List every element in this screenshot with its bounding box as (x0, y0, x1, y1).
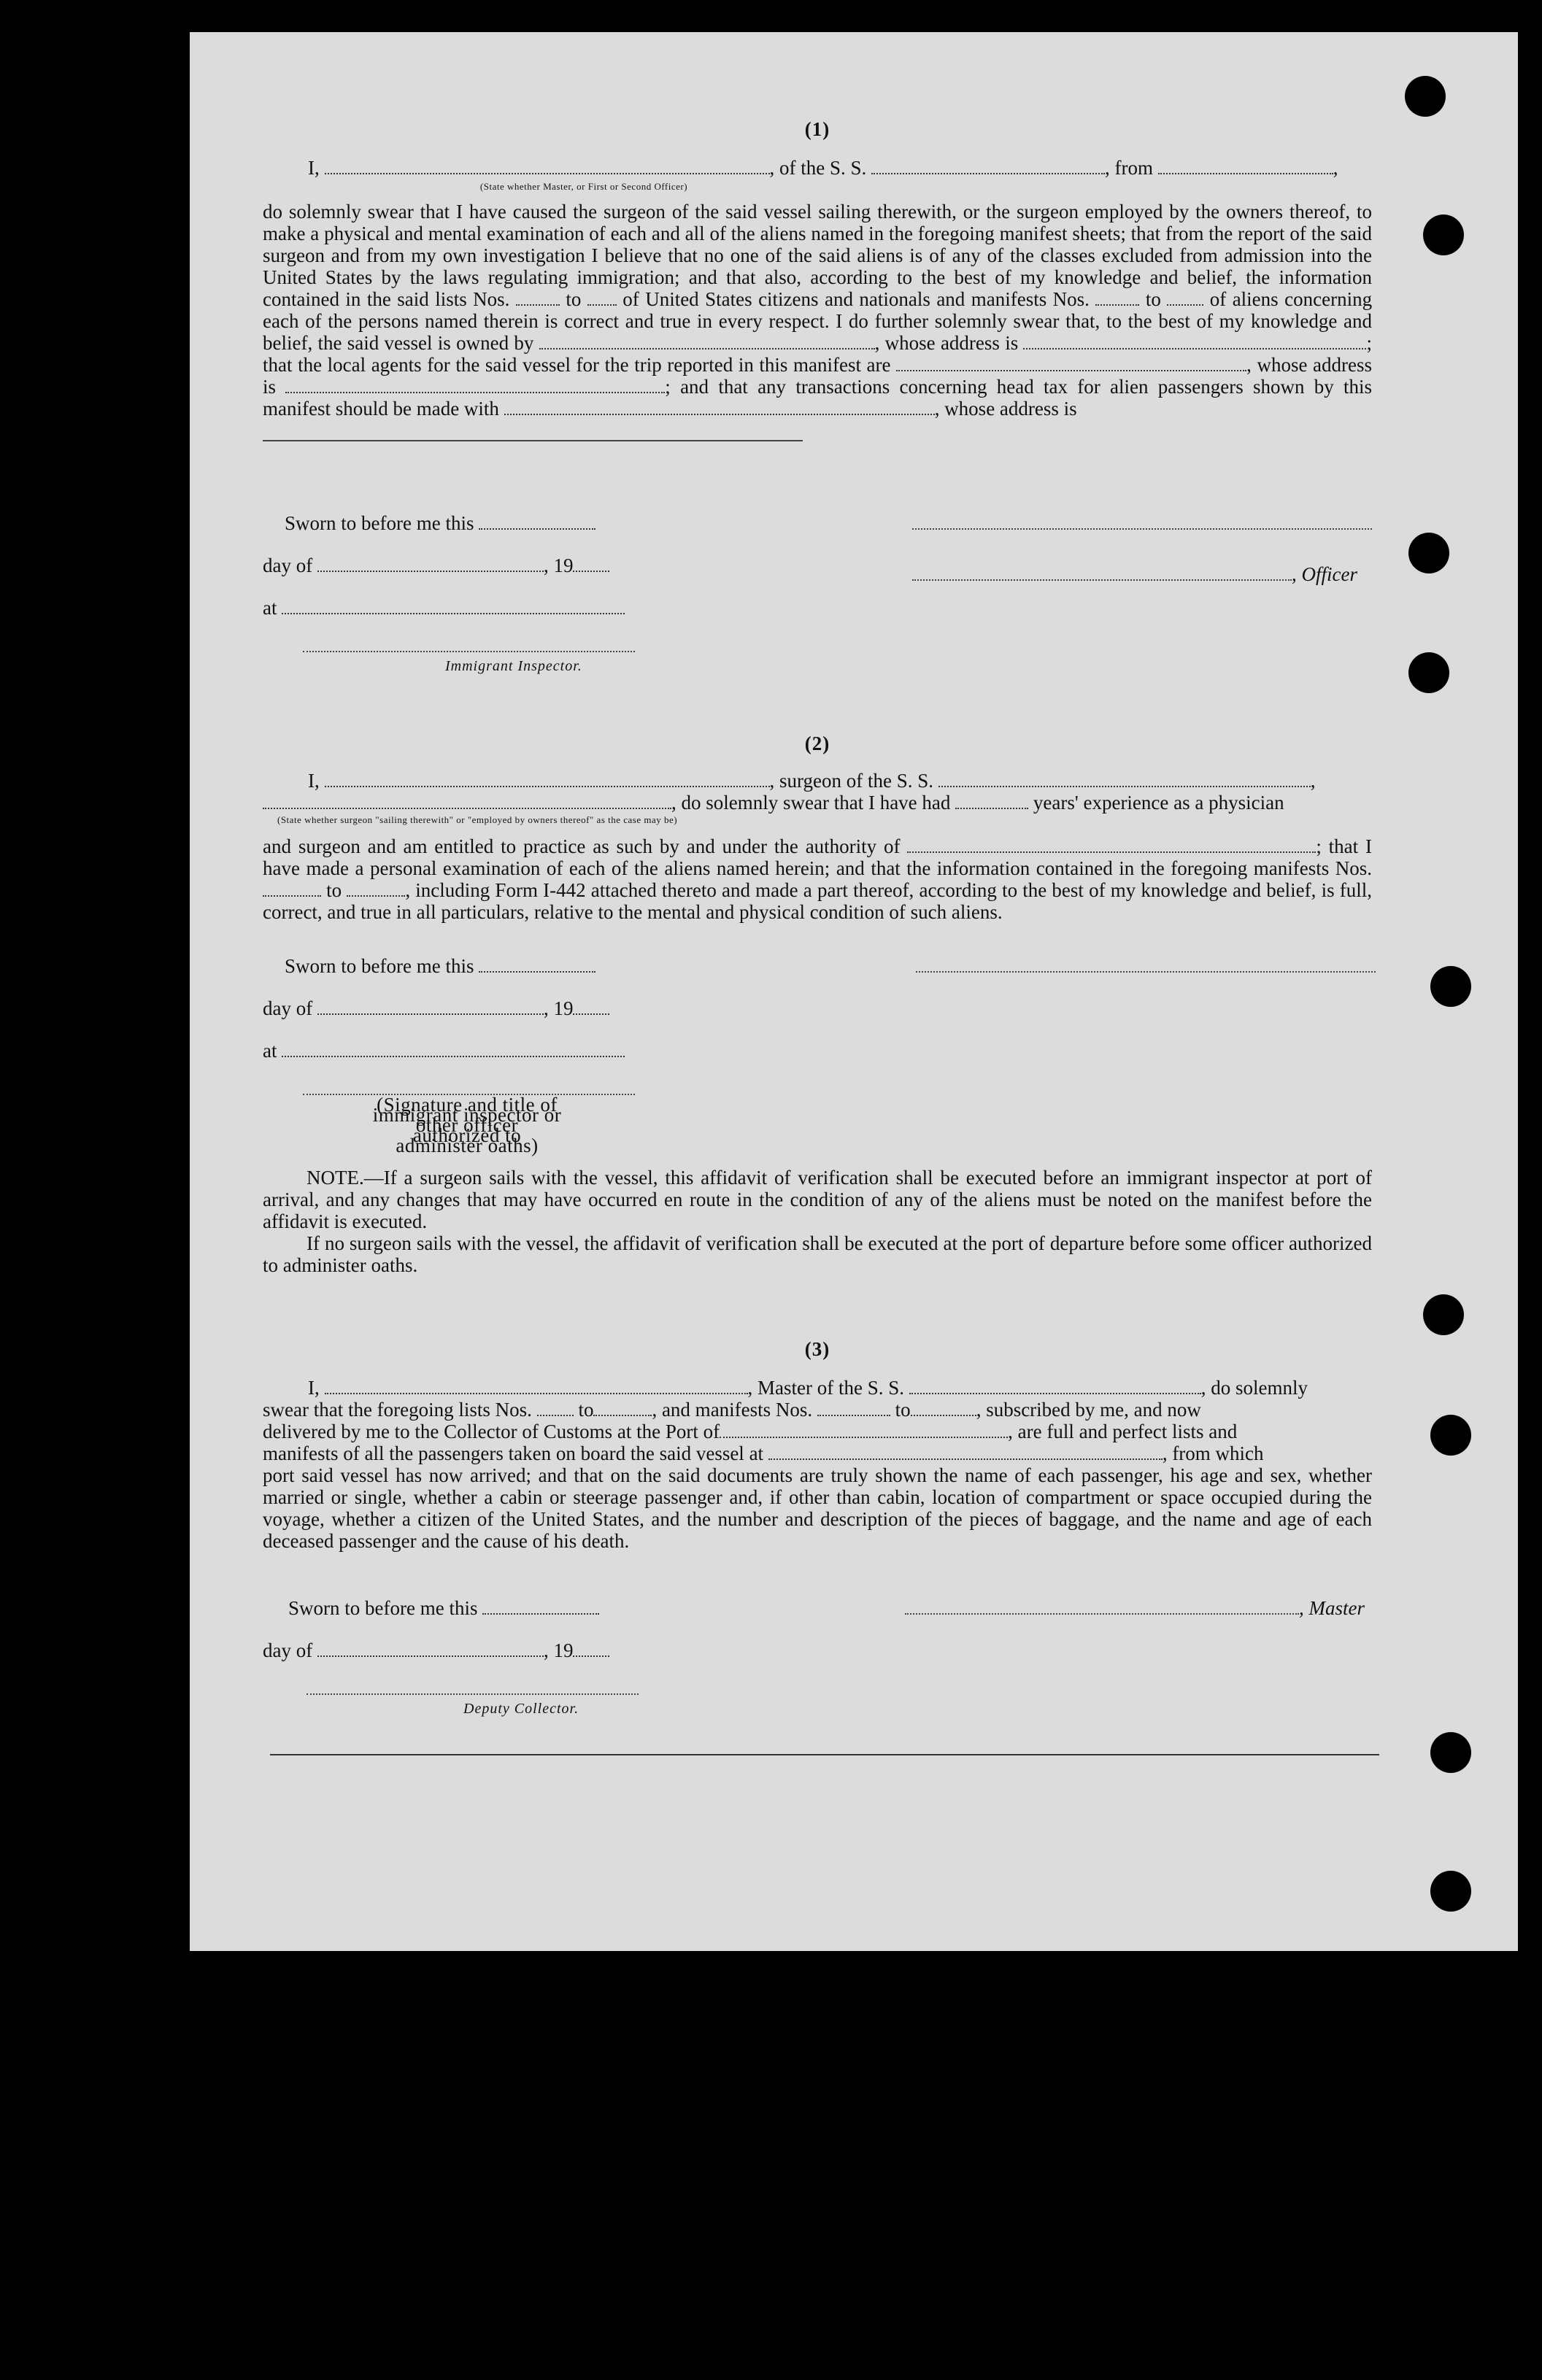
local-agents-field[interactable] (896, 355, 1246, 371)
month-field[interactable] (317, 556, 544, 572)
solemnly-label: , do solemnly (1200, 1377, 1308, 1399)
lists-from-field[interactable] (537, 1400, 574, 1416)
surgeon-signature-field[interactable] (916, 957, 1376, 973)
oath-text-6: ; and that any transactions concerning head tax for alien passengers shown by this manifest should be made with (263, 376, 1373, 420)
binder-hole (1430, 1415, 1471, 1456)
to-label: to (895, 1399, 911, 1421)
bottom-rule (270, 1754, 1379, 1755)
section-2-signatures (263, 955, 1372, 1156)
at-label: at (263, 1040, 277, 1062)
manifest-from-field[interactable] (263, 881, 321, 897)
section-1-signatures (263, 512, 1372, 731)
oath-text-1: do solemnly swear that I have caused the surgeon of the said vessel sailing therewith, or the surgeon employed by the owners thereof, to make a physical and mental examination of each and all of the aliens named in the foregoing manifest sheets; that from the report of the said surgeon and from my own investigation I believe that no one of the said aliens is of any of the classes excluded from admission into the United States by the laws regulating immigration; and that also, according to the best of my knowledge and belief, the information contained in the said lists Nos. (263, 201, 1372, 310)
pronoun-i: I, (308, 1377, 320, 1399)
owner-field[interactable] (539, 333, 875, 349)
note-text-2: If no surgeon sails with the vessel, the affidavit of verification shall be executed at the port of departure before some officer authorized to administer oaths. (263, 1232, 1372, 1276)
sworn-label: Sworn to before me this (285, 512, 474, 534)
sworn-label: Sworn to before me this (288, 1597, 478, 1619)
affidavit-section-2 (263, 733, 1373, 1276)
from-which-label: , from which (1162, 1442, 1264, 1464)
to-label: to (326, 879, 342, 901)
manifests-label: , and manifests Nos. (652, 1399, 813, 1421)
pronoun-i: I, (308, 157, 320, 179)
head-tax-address-field[interactable] (263, 425, 803, 441)
full-lists-label: , are full and perfect lists and (1008, 1421, 1238, 1442)
section-3-number: (3) (804, 1338, 830, 1360)
year-prefix-label: , 19 (543, 1639, 574, 1661)
binder-hole (1423, 215, 1464, 255)
officer-rank-caption: (State whether Master, or First or Second Officer) (479, 181, 688, 192)
port-of-embarkation-field[interactable] (768, 1444, 1163, 1460)
citizen-list-from-field[interactable] (516, 290, 560, 306)
section-1-number: (1) (804, 118, 830, 140)
manifests-to-field[interactable] (911, 1400, 976, 1416)
day-of-label: day of (263, 555, 313, 576)
owner-address-field[interactable] (1023, 333, 1366, 349)
year-prefix-label: , 19 (543, 997, 574, 1019)
oath-text-3: of aliens concerning each of the persons named therein is correct and true in every respect. I do further solemnly swear that, to the best of my knowledge and belief, the said vessel is owned by (263, 288, 1373, 354)
surgeon-status-field[interactable] (263, 793, 671, 809)
section-2-number: (2) (804, 733, 830, 754)
section-3-signatures (263, 1597, 1372, 1728)
affidavit-section-3 (263, 1338, 1372, 1717)
inspector-label: Immigrant Inspector. (445, 658, 582, 674)
subscribed-label: , subscribed by me, and now (976, 1399, 1201, 1421)
departure-port-field[interactable] (1158, 158, 1333, 174)
officer-label: , Officer (1292, 563, 1357, 585)
signature-caption: (Signature and title of immigrant inspector or other officer authorized to administer oaths) (372, 1094, 562, 1156)
collector-label: Deputy Collector. (463, 1701, 579, 1717)
master-signature-field[interactable] (905, 1599, 1299, 1615)
officer-signature-field[interactable] (912, 565, 1292, 581)
sworn-date-field[interactable] (479, 514, 595, 530)
authority-signature-field[interactable] (303, 1079, 635, 1095)
manifest-page (190, 32, 1518, 1951)
binder-hole (1430, 1871, 1471, 1912)
binder-hole (1430, 966, 1471, 1007)
note-text-1: —If a surgeon sails with the vessel, this affidavit of verification shall be executed before an immigrant inspector at port of arrival, and any changes that may have occurred en route in the condition of any of the aliens must be noted on the manifest before the affidavit is executed. (263, 1167, 1372, 1232)
head-tax-contact-field[interactable] (504, 399, 935, 415)
day-of-label: day of (263, 997, 313, 1019)
to-label: to (578, 1399, 594, 1421)
authority-field[interactable] (907, 837, 1316, 853)
place-field[interactable] (282, 598, 625, 614)
year-field[interactable] (573, 999, 609, 1015)
binder-hole (1408, 652, 1449, 693)
binder-hole (1430, 1732, 1471, 1773)
month-field[interactable] (317, 999, 544, 1015)
oath-text-5: whose address is (263, 354, 1373, 398)
to-label: to (566, 288, 582, 310)
at-label: at (263, 597, 277, 619)
vessel-name-field[interactable] (909, 1378, 1201, 1394)
surgeon-status-caption: (State whether surgeon "sailing therewith" or "employed by owners thereof" as the case may be) (277, 814, 678, 825)
year-field[interactable] (573, 556, 609, 572)
section-1-body: I, , of the S. S. , from , (State whether Master, or First or Second Officer) do solemnly swear that I have caused the surgeon of the said vessel sailing therewith, or the surgeon employed by the owners thereof, to make a physical and mental examination of each and all of the aliens named in the foregoing manifest sheets; that from the report of the said surgeon and from my own investigation I believe that no one of the said aliens is of any of the classes excluded from admission into the United States by the laws regulating immigration; and that also, according to the best of my knowledge and belief, the information contained in the said lists Nos. to of United States citizens and nationals and manifests Nos. to of aliens concerning each of the persons named therein is correct and true in every respect. I do further solemnly swear that, to the best of my knowledge and belief, the said vessel is owned by , whose address is ; that the local agents for the said vessel for the trip reported in this manifest are , whose address is ; and that any transactions concerning head tax for alien passengers shown by this manifest should be made with , whose address is (263, 157, 1372, 446)
of-ss-label: , of the S. S. (769, 157, 867, 179)
passengers-label: manifests of all the passengers taken on board the said vessel at (263, 1442, 764, 1464)
vessel-name-field[interactable] (871, 158, 1105, 174)
master-of-ss-label: , Master of the S. S. (747, 1377, 904, 1399)
collector-signature-field[interactable] (307, 1679, 639, 1695)
officer-signature-line-1[interactable] (912, 514, 1372, 530)
officer-rank-field[interactable] (325, 158, 770, 174)
lists-label: swear that the foregoing lists Nos. (263, 1399, 532, 1421)
surgeon-of-ss-label: , surgeon of the S. S. (769, 770, 934, 792)
oath-text-7: , whose address is (934, 398, 1077, 420)
binder-hole (1408, 533, 1449, 573)
pronoun-i: I, (308, 770, 320, 792)
surgeon-name-field[interactable] (325, 771, 770, 787)
inspector-signature-field[interactable] (303, 636, 635, 652)
year-field[interactable] (573, 1641, 609, 1657)
port-of-arrival-field[interactable] (720, 1422, 1008, 1438)
master-oath-text: port said vessel has now arrived; and that on the said documents are truly shown the name of each passenger, his age and sex, whether married or single, whether a cabin or steerage passenger and, if other than cabin, location of compartment or space occupied during the voyage, whether a citizen of the United States, and the number and description of the pieces of baggage, and the name and age of each deceased passenger and the cause of his death. (263, 1464, 1372, 1552)
manifests-from-field[interactable] (817, 1400, 890, 1416)
oath-text-4: ; that the local agents for the said vessel for the trip reported in this manifest are (263, 332, 1372, 376)
agents-address-field[interactable] (285, 377, 665, 393)
section-3-body (263, 1377, 1372, 1552)
sworn-date-field[interactable] (479, 957, 595, 973)
surgeon-text-3: , including Form I-442 attached thereto and made a part thereof, according to the best of my knowledge and belief, is full, correct, and true in all particulars, relative to the mental and physical condition of such aliens. (263, 879, 1373, 923)
day-of-label: day of (263, 1639, 313, 1661)
swear-label: , do solemnly swear that I have had (671, 792, 951, 814)
delivered-label: delivered by me to the Collector of Customs at the Port of (263, 1421, 720, 1442)
master-label: , Master (1299, 1597, 1365, 1619)
year-prefix-label: , 19 (543, 555, 574, 576)
surgeon-text-1: and surgeon and am entitled to practice as such by and under the authority of (263, 835, 901, 857)
master-name-field[interactable] (325, 1378, 748, 1394)
alien-manifest-to-field[interactable] (1167, 290, 1203, 306)
binder-hole (1405, 76, 1446, 117)
section-2-body: I, , surgeon of the S. S. , , do solemnly swear that I have had years' experience as a physician (State whether surgeon "sailing therewith" or "employed by owners thereof" as the case may be) and surgeon and am entitled to practice as such by and under the authority of ; that I have made a personal examination of each of the aliens named herein; and that the information contained in the foregoing manifests Nos. to , including Form I-442 attached thereto and made a part thereof, according to the best of my knowledge and belief, is full, correct, and true in all particulars, relative to the mental and physical condition of such aliens. (263, 770, 1373, 923)
years-label: years' experience as a physician (1033, 792, 1284, 814)
lists-to-field[interactable] (593, 1400, 652, 1416)
sworn-date-field[interactable] (482, 1599, 599, 1615)
vessel-name-field[interactable] (938, 771, 1311, 787)
to-label: to (1145, 288, 1161, 310)
affidavit-section-1 (263, 118, 1373, 674)
sworn-label: Sworn to before me this (285, 955, 474, 977)
note-label: NOTE. (307, 1167, 364, 1189)
alien-manifest-from-field[interactable] (1095, 290, 1139, 306)
binder-hole (1423, 1294, 1464, 1335)
manifest-to-field[interactable] (347, 881, 405, 897)
note-block (263, 1167, 1372, 1276)
whose-address-label: , whose address is (874, 332, 1019, 354)
oath-text-2: of United States citizens and nationals and manifests Nos. (622, 288, 1090, 310)
years-experience-field[interactable] (955, 793, 1028, 809)
place-field[interactable] (282, 1041, 625, 1057)
citizen-list-to-field[interactable] (587, 290, 617, 306)
month-field[interactable] (317, 1641, 544, 1657)
surgeon-text-2: ; that I have made a personal examination of each of the aliens named herein; and that the information contained in the foregoing manifests Nos. (263, 835, 1373, 879)
from-label: , from (1105, 157, 1153, 179)
